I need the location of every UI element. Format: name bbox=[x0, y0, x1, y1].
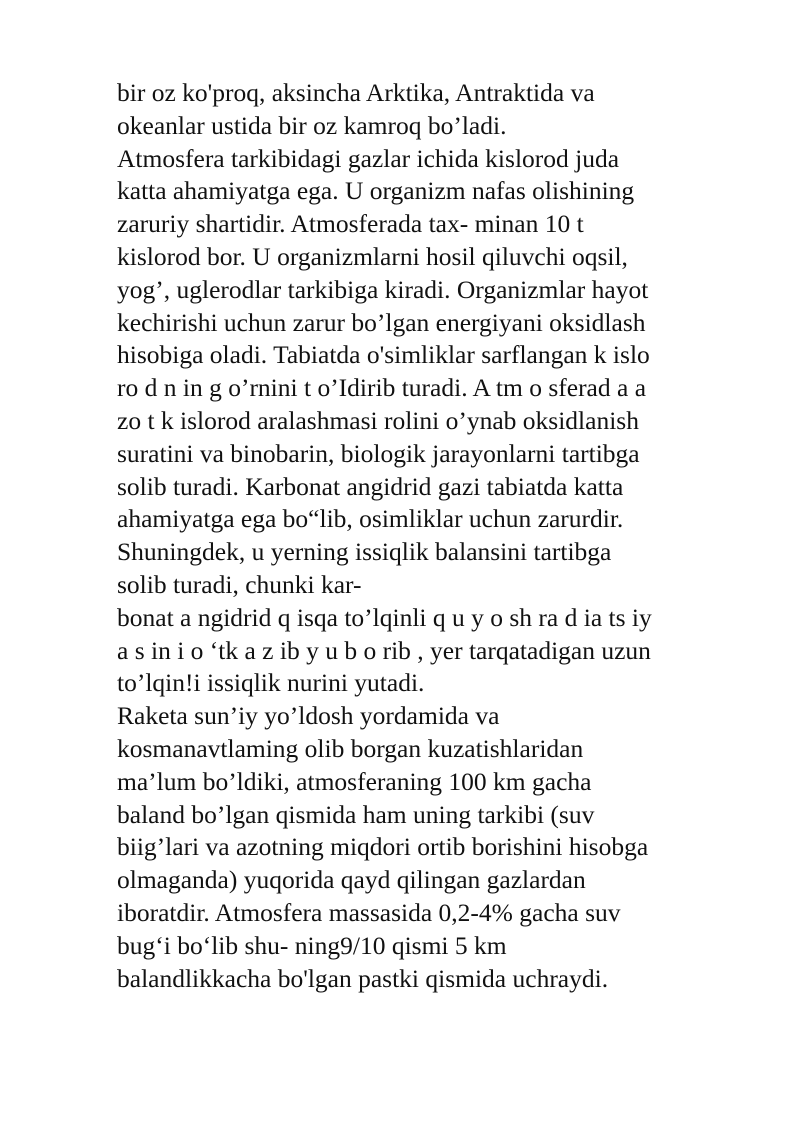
text-line: ma’lum bo’ldiki, atmosferaning 100 km gacha bbox=[117, 766, 592, 796]
body-text bbox=[117, 77, 747, 995]
text-line: Atmosfera tarkibidagi gazlar ichida kislorod juda bbox=[117, 143, 620, 173]
text-line: kechirishi uchun zarur bo’lgan energiyani oksidlash bbox=[117, 307, 646, 337]
text-line: olmaganda) yuqorida qayd qilingan gazlardan bbox=[117, 865, 586, 895]
text-line: Raketa sun’iy yo’ldosh yordamida va bbox=[117, 701, 500, 731]
text-line: biig’lari va azotning miqdori ortib borishini hisobga bbox=[117, 832, 649, 862]
text-line: a s in i o ‘tk a z ib y u b o rib , yer tarqatadigan uzun bbox=[117, 635, 651, 665]
text-line: bonat a ngidrid q isqa to’lqinli q u y o sh ra d ia ts iy bbox=[117, 602, 652, 632]
text-line: ro d n in g o’rnini t o’Idirib turadi. A tm o sferad a a bbox=[117, 373, 647, 403]
text-line: balandlikkacha bo'lgan pastki qismida uchraydi. bbox=[117, 963, 609, 993]
text-line: bir oz ko'proq, aksincha Arktika, Antraktida va bbox=[117, 78, 595, 107]
text-line: baland bo’lgan qismida ham uning tarkibi (suv bbox=[117, 799, 595, 829]
text-line: bug‘i bo‘lib shu- ning9/10 qismi 5 km bbox=[117, 930, 507, 960]
text-line: solib turadi. Karbonat angidrid gazi tabiatda katta bbox=[117, 471, 624, 501]
text-line: solib turadi, chunki kar- bbox=[117, 569, 362, 599]
text-line: kosmanavtlaming olib borgan kuzatishlaridan bbox=[117, 733, 584, 763]
text-line: kislorod bor. U organizmlarni hosil qiluvchi oqsil, bbox=[117, 241, 628, 271]
text-line: iboratdir. Atmosfera massasida 0,2-4% gacha suv bbox=[117, 897, 621, 927]
text-line: ahamiyatga ega bo“lib, osimliklar uchun zarurdir. bbox=[117, 504, 624, 534]
text-line: okeanlar ustida bir oz kamroq bo’ladi. bbox=[117, 110, 507, 140]
text-line: zaruriy shartidir. Atmosferada tax- minan 10 t bbox=[117, 209, 584, 239]
text-line: yog’, uglerodlar tarkibiga kiradi. Organizmlar hayot bbox=[117, 274, 649, 304]
text-line: Shuningdek, u yerning issiqlik balansini tartibga bbox=[117, 537, 612, 567]
text-line: katta ahamiyatga ega. U organizm nafas olishining bbox=[117, 176, 635, 206]
text-line: hisobiga oladi. Tabiatda o'simliklar sarflangan k islo bbox=[117, 340, 650, 370]
text-line: suratini va binobarin, biologik jarayonlarni tartibga bbox=[117, 438, 640, 468]
text-line: to’lqin!i issiqlik nurini yutadi. bbox=[117, 668, 425, 698]
text-line: zo t k islorod aralashmasi rolini o’ynab oksidlanish bbox=[117, 405, 639, 435]
